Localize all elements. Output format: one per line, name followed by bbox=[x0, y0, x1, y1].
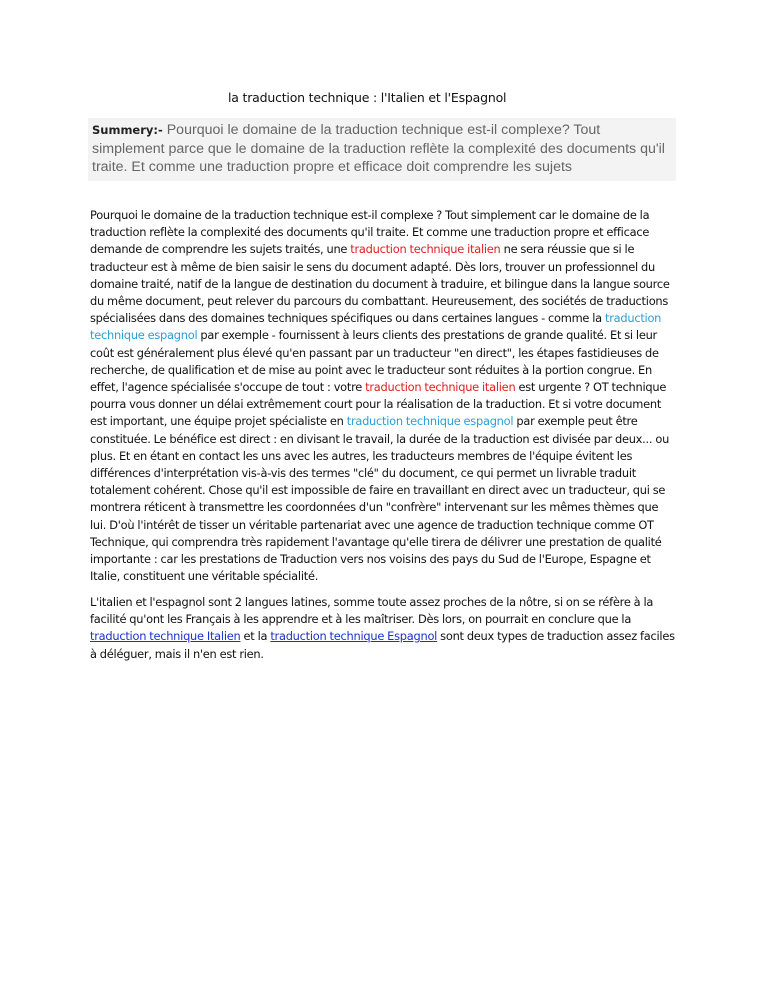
paragraph-1-text: par exemple - fournissent à leurs clients des prestations de grande qualité. Et si leur coût est généralement plus élevé qu'en passant par un traducteur "en direct", les étapes fastidieuses de recherche, de qualification et de mise au point avec le traducteur sont réduites à la portion congrue. En effet, l'agence spécialisée s'occupe de tout : votre bbox=[90, 328, 659, 395]
paragraph-2 bbox=[90, 594, 676, 663]
keyword-traduction-espagnol: traduction technique espagnol bbox=[346, 414, 514, 429]
summary-text: Pourquoi le domaine de la traduction technique est-il complexe? Tout simplement parce que le domaine de la traduction reflète la complexité des documents qu'il traite. Et comme une traduction propre et efficace doit comprendre les sujets bbox=[92, 122, 665, 175]
paragraph-2-text: sont deux types de traduction assez faciles à déléguer, mais il n'en est rien. bbox=[90, 629, 675, 661]
paragraph-1 bbox=[90, 207, 676, 585]
keyword-traduction-italien: traduction technique italien bbox=[350, 242, 501, 257]
keyword-traduction-italien: traduction technique italien bbox=[365, 380, 516, 395]
paragraph-1-text: par exemple peut être constituée. Le bénéfice est direct : en divisant le travail, la durée de la traduction est divisée par deux... ou plus. Et en étant en contact les uns avec les autres, les traducteurs membres de l'équipe évitent les différences d'interprétation vis-à-vis des termes "clé" du document, ce qui permet un livrable traduit totalement cohérent. Chose qu'il est impossible de faire en travaillant en direct avec un traducteur, qui se montrera réticent à transmettre les coordonnées d'un "confrère" intervenant sur les mêmes thèmes que lui. D'où l'intérêt de tisser un véritable partenariat avec une agence de traduction technique comme OT Technique, qui comprendra très rapidement l'avantage qu'elle tirera de délivrer une prestation de qualité importante : car les prestations de Traduction vers nos voisins des pays du Sud de l'Europe, Espagne et Italie, constituent une véritable spécialité. bbox=[90, 414, 670, 584]
link-traduction-technique-espagnol[interactable]: traduction technique Espagnol bbox=[270, 629, 438, 644]
summary-label: Summery:- bbox=[92, 123, 163, 137]
summary-box bbox=[88, 118, 676, 181]
paragraph-1-text: est urgente ? OT technique pourra vous donner un délai extrêmement court pour la réalisation de la traduction. Et si votre document est important, une équipe projet spécialiste en bbox=[90, 380, 667, 429]
link-traduction-technique-italien[interactable]: traduction technique Italien bbox=[90, 629, 241, 644]
document-title: la traduction technique : l'Italien et l'Espagnol bbox=[228, 90, 507, 105]
paragraph-1-text: Pourquoi le domaine de la traduction technique est-il complexe ? Tout simplement car le domaine de la traduction reflète la complexité des documents qu'il traite. Et comme une traduction propre et efficace demande de comprendre les sujets traités, une bbox=[90, 208, 650, 257]
paragraph-1-text: ne sera réussie que si le traducteur est à même de bien saisir le sens du document adapté. Dès lors, trouver un professionnel du domaine traité, natif de la langue de destination du document à traduire, et bilingue dans la langue source du même document, peut relever du parcours du combattant. Heureusement, des sociétés de traductions spécialisées dans des domaines techniques spécifiques ou dans certaines langues - comme la bbox=[90, 242, 670, 326]
paragraph-2-text: L'italien et l'espagnol sont 2 langues latines, somme toute assez proches de la nôtre, si on se réfère à la facilité qu'ont les Français à les apprendre et à les maîtriser. Dès lors, on pourrait en conclure que la bbox=[90, 595, 654, 627]
paragraph-2-text: et la bbox=[240, 629, 271, 644]
keyword-traduction-espagnol: traduction technique espagnol bbox=[90, 311, 662, 343]
